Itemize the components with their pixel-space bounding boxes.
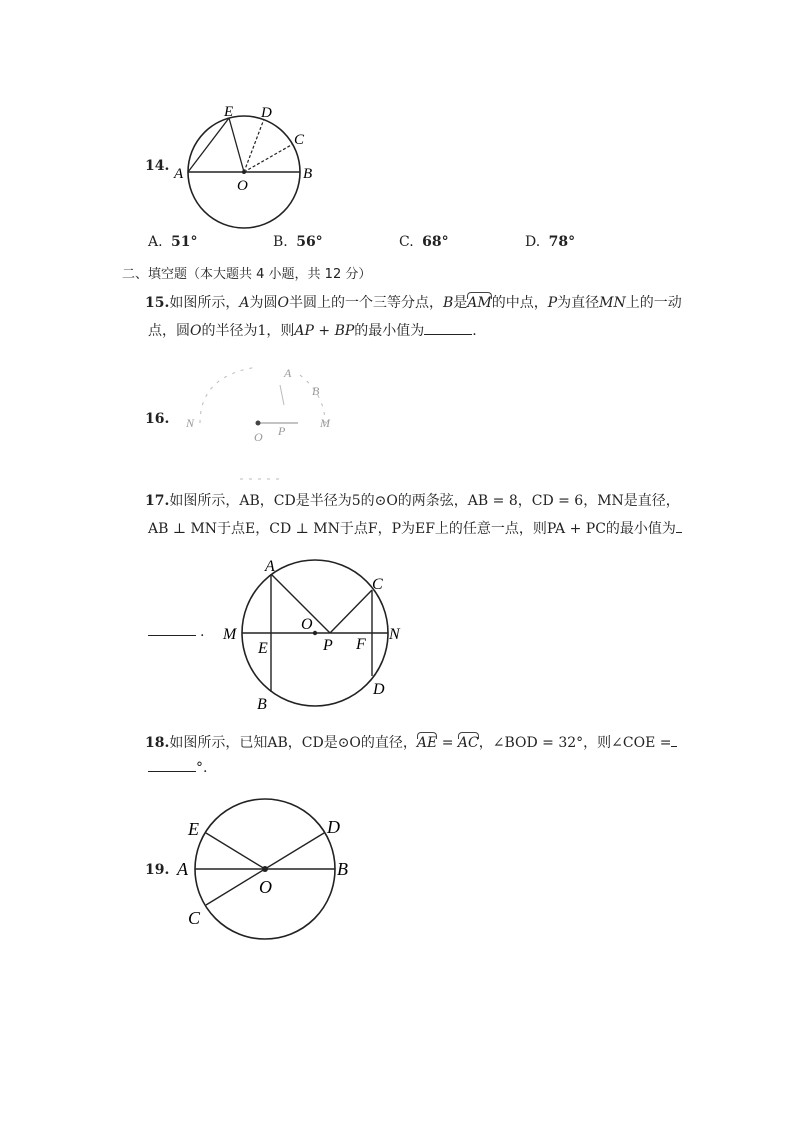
- q14-option-c[interactable]: [399, 234, 449, 250]
- q15-arc-am: AM: [467, 295, 492, 311]
- q18-arc-ae: AE: [416, 735, 438, 751]
- q17-line-1: [145, 490, 680, 510]
- q15-line-1: [145, 292, 682, 312]
- q17-label-o: O: [301, 616, 313, 633]
- q17-label-d: D: [373, 681, 385, 698]
- q15-text-8: 点，圆: [148, 323, 190, 339]
- q16-number: 16.: [145, 411, 170, 427]
- q17-label-b: B: [257, 696, 267, 713]
- q19-radius-oe: [206, 833, 265, 869]
- q15-text-5: 的中点，: [491, 295, 548, 311]
- q14-segment-eo: [229, 118, 244, 172]
- q16-label-p: P: [278, 424, 286, 438]
- q17-line-2: [148, 518, 682, 538]
- q14-option-c-letter: C.: [399, 234, 414, 250]
- q15-var-mn: MN: [599, 295, 626, 311]
- q15-var-p: P: [547, 295, 558, 311]
- q15-text-10: 的最小值为: [354, 323, 425, 339]
- q16-arc-left-top: [200, 367, 258, 423]
- q19-figure: [172, 795, 372, 950]
- q14-option-a-letter: A.: [148, 234, 163, 250]
- q16-label-n: N: [186, 416, 195, 430]
- q18-number: 18.: [145, 735, 170, 751]
- q15-line-2: [148, 320, 477, 340]
- section-2-title: 二、填空题（本大题共 4 小题，共 12 分）: [122, 267, 372, 282]
- q14-label-d: D: [261, 105, 272, 121]
- q14-label-b: B: [303, 166, 313, 182]
- q17-center-dot: [313, 631, 317, 635]
- q17-text-1: 如图所示，AB，CD是半径为5的⊙O的两条弦，AB = 8，CD = 6，MN是直径，: [169, 493, 680, 509]
- q15-text-3: 半圆上的一个三等分点，: [288, 295, 443, 311]
- q14-label-c: C: [294, 132, 305, 148]
- q17-label-e: E: [258, 640, 268, 657]
- q14-center-dot: [242, 170, 246, 174]
- q16-label-a: A: [284, 366, 292, 380]
- q14-label-o: O: [237, 178, 248, 194]
- q17-label-a: A: [265, 558, 275, 575]
- q15-text-4: 是: [453, 295, 468, 311]
- q14-label-e: E: [224, 104, 234, 120]
- q16-label-m: M: [320, 416, 330, 430]
- q15-text-9: 的半径为1，则: [201, 323, 295, 339]
- q19-label-c: C: [188, 908, 201, 928]
- q14-option-b-value: 56°: [296, 234, 323, 250]
- q17-label-m: M: [223, 626, 237, 643]
- q18-text-2: ，∠BOD = 32°，则∠COE =: [478, 735, 672, 751]
- q16-label-b: B: [312, 384, 320, 398]
- q14-option-b-letter: B.: [273, 234, 288, 250]
- q15-answer-blank[interactable]: [424, 334, 472, 335]
- q14-segment-od: [244, 119, 264, 172]
- q18-equals: =: [437, 735, 458, 751]
- q19-label-b: B: [337, 859, 348, 879]
- q19-label-a: A: [177, 859, 188, 879]
- q19-center-dot: [262, 866, 268, 872]
- q18-text-1: 如图所示，已知AB，CD是⊙O的直径，: [169, 735, 417, 751]
- q17-label-f: F: [356, 636, 366, 653]
- q17-text-2: AB ⊥ MN于点E，CD ⊥ MN于点F，P为EF上的任意一点，则PA + PC的最小值为: [148, 521, 676, 537]
- q17-answer-blank[interactable]: [148, 635, 196, 636]
- q16-stroke-a: [280, 385, 284, 405]
- q14-option-a-value: 51°: [171, 234, 198, 250]
- q15-expression: AP + BP: [294, 323, 355, 339]
- q19-label-o: O: [259, 877, 272, 897]
- q19-label-e: E: [188, 819, 199, 839]
- q15-var-o2: O: [190, 323, 202, 339]
- q15-text-2: 为圆: [249, 295, 278, 311]
- q15-var-b: B: [442, 295, 454, 311]
- q14-segment-oc: [244, 144, 293, 172]
- q19-label-d: D: [327, 817, 340, 837]
- q16-label-o: O: [254, 430, 263, 444]
- q17-end: .: [200, 624, 205, 640]
- q16-center-dot: [256, 421, 261, 426]
- q14-option-d-letter: D.: [525, 234, 541, 250]
- q18-arc-ac: AC: [457, 735, 479, 751]
- q17-figure: [215, 552, 415, 717]
- q14-option-d-value: 78°: [548, 234, 576, 250]
- q18-blank-start: [671, 746, 677, 747]
- q15-end: .: [472, 323, 477, 339]
- q19-number: 19.: [145, 862, 170, 878]
- q16-figure: [180, 355, 350, 485]
- q14-figure: [168, 100, 328, 230]
- q15-number: 15.: [145, 295, 170, 311]
- q17-label-p: P: [323, 637, 333, 654]
- q15-text-6: 为直径: [557, 295, 600, 311]
- q15-var-o: O: [277, 295, 289, 311]
- q17-blank-start: [676, 532, 682, 533]
- q18-answer-blank[interactable]: [148, 771, 196, 772]
- q17-answer-line: [148, 624, 204, 640]
- q18-line-1: [145, 732, 677, 752]
- q14-number: 14.: [145, 158, 170, 174]
- q15-var-a: A: [239, 295, 250, 311]
- q15-text-1: 如图所示，: [169, 295, 240, 311]
- q17-label-n: N: [389, 626, 400, 643]
- q14-option-d[interactable]: [525, 234, 575, 250]
- q18-end: °.: [196, 760, 208, 776]
- q14-label-a: A: [174, 166, 184, 182]
- q14-option-a[interactable]: [148, 234, 198, 250]
- q17-segment-pc: [330, 590, 372, 633]
- q18-answer-line: [148, 760, 207, 776]
- q15-text-7: 上的一动: [625, 295, 682, 311]
- q17-number: 17.: [145, 493, 170, 509]
- q14-option-b[interactable]: [273, 234, 323, 250]
- q17-label-c: C: [372, 576, 383, 593]
- q14-option-c-value: 68°: [422, 234, 449, 250]
